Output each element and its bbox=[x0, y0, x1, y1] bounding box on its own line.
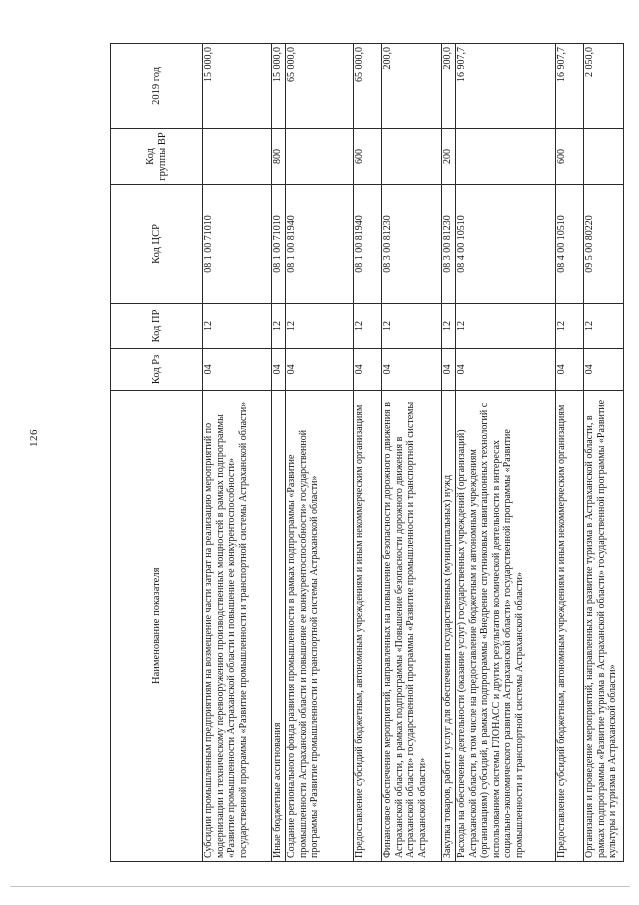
page-edge-line bbox=[10, 886, 630, 887]
cell-amount: 65 000,0 bbox=[354, 44, 382, 129]
cell-rz: 04 bbox=[203, 349, 272, 390]
cell-name: Закупка товаров, работ и услуг для обеспечения государственных (муниципальных) нужд bbox=[442, 390, 456, 861]
cell-vr bbox=[456, 128, 556, 184]
header-rz: Код Рз bbox=[111, 349, 203, 390]
table-row bbox=[354, 44, 382, 862]
table-row bbox=[203, 44, 272, 862]
cell-rz: 04 bbox=[456, 349, 556, 390]
cell-rz: 04 bbox=[382, 349, 442, 390]
cell-pr: 12 bbox=[382, 303, 442, 349]
cell-rz: 04 bbox=[584, 349, 624, 390]
cell-pr: 12 bbox=[456, 303, 556, 349]
cell-pr: 12 bbox=[272, 303, 286, 349]
cell-pr: 12 bbox=[286, 303, 354, 349]
cell-pr: 12 bbox=[584, 303, 624, 349]
cell-pr: 12 bbox=[442, 303, 456, 349]
header-csr: Код ЦСР bbox=[111, 185, 203, 303]
cell-csr: 08 1 00 81940 bbox=[354, 185, 382, 303]
table-row bbox=[286, 44, 354, 862]
cell-name: Субсидии промышленным предприятиям на возмещение части затрат на реализацию мероприятий по модернизации и техническому перевооружению производственных мощностей в рамках подпрограммы «Развитие промышленности Астраханской области и повышение ее конкурентоспособности» государственной программы «Развитие промышленности и транспортной системы Астраханской области» bbox=[203, 390, 272, 861]
cell-amount: 16 907,7 bbox=[456, 44, 556, 129]
cell-csr: 09 5 00 80220 bbox=[584, 185, 624, 303]
table-row bbox=[272, 44, 286, 862]
cell-name: Предоставление субсидий бюджетным, автономным учреждениям и иным некоммерческим организациям bbox=[354, 390, 382, 861]
cell-rz: 04 bbox=[442, 349, 456, 390]
cell-name: Расходы на обеспечение деятельности (оказание услуг) государственных учреждений (организаций) Астраханской области, в том числе на предоставление бюджетным и автономным учреждениям (организациям) субсидий, в рамках подпрограммы «Внедрение спутниковых навигационных технологий с использованием системы ГЛОНАСС и других результатов космической деятельности в интересах социально-экономического развития Астраханской области» государственной программы «Развитие промышленности и транспортной системы Астраханской области» bbox=[456, 390, 556, 861]
header-vr: Код группы ВР bbox=[111, 128, 203, 184]
cell-vr: 800 bbox=[272, 128, 286, 184]
table-row bbox=[382, 44, 442, 862]
cell-vr bbox=[203, 128, 272, 184]
cell-amount: 200,0 bbox=[442, 44, 456, 129]
cell-rz: 04 bbox=[286, 349, 354, 390]
cell-name: Иные бюджетные ассигнования bbox=[272, 390, 286, 861]
cell-pr: 12 bbox=[556, 303, 584, 349]
cell-vr bbox=[584, 128, 624, 184]
cell-amount: 2 050,0 bbox=[584, 44, 624, 129]
cell-vr: 600 bbox=[354, 128, 382, 184]
cell-pr: 12 bbox=[354, 303, 382, 349]
budget-table bbox=[110, 43, 624, 862]
cell-csr: 08 1 00 81940 bbox=[286, 185, 354, 303]
page-number: 126 bbox=[28, 429, 40, 447]
table-row bbox=[584, 44, 624, 862]
header-pr: Код ПР bbox=[111, 303, 203, 349]
cell-amount: 65 000,0 bbox=[286, 44, 354, 129]
cell-rz: 04 bbox=[272, 349, 286, 390]
cell-csr: 08 1 00 71010 bbox=[272, 185, 286, 303]
cell-name: Создание регионального фонда развития промышленности в рамках подпрограммы «Развитие промышленности Астраханской области и повышение ее конкурентоспособности» государственной программы «Развитие промышленности и транспортной системы Астраханской области» bbox=[286, 390, 354, 861]
table-row bbox=[442, 44, 456, 862]
cell-csr: 08 4 00 10510 bbox=[456, 185, 556, 303]
cell-csr: 08 1 00 71010 bbox=[203, 185, 272, 303]
cell-vr bbox=[382, 128, 442, 184]
cell-amount: 15 000,0 bbox=[203, 44, 272, 129]
rotated-table-container bbox=[110, 43, 618, 862]
table-row bbox=[556, 44, 584, 862]
header-name: Наименование показателя bbox=[111, 390, 203, 861]
cell-amount: 200,0 bbox=[382, 44, 442, 129]
cell-rz: 04 bbox=[556, 349, 584, 390]
cell-name: Финансовое обеспечение мероприятий, направленных на повышение безопасности дорожного движения в Астраханской области, в рамках подпрограммы «Повышение безопасности дорожного движения в Астраханской области» государственной программы «Развитие промышленности и транспортной системы Астраханской области» bbox=[382, 390, 442, 861]
table-row bbox=[456, 44, 556, 862]
cell-csr: 08 3 00 81230 bbox=[382, 185, 442, 303]
cell-pr: 12 bbox=[203, 303, 272, 349]
cell-vr: 600 bbox=[556, 128, 584, 184]
cell-vr bbox=[286, 128, 354, 184]
cell-amount: 15 000,0 bbox=[272, 44, 286, 129]
cell-rz: 04 bbox=[354, 349, 382, 390]
cell-name: Организация и проведение мероприятий, направленных на развитие туризма в Астраханской области, в рамках подпрограммы «Развитие туризма в Астраханской области» государственной программы «Развитие культуры и туризма в Астраханской области» bbox=[584, 390, 624, 861]
cell-csr: 08 4 00 10510 bbox=[556, 185, 584, 303]
cell-amount: 16 907,7 bbox=[556, 44, 584, 129]
cell-name: Предоставление субсидий бюджетным, автономным учреждениям и иным некоммерческим организациям bbox=[556, 390, 584, 861]
header-year: 2019 год bbox=[111, 44, 203, 129]
table-header-row bbox=[111, 44, 203, 862]
cell-csr: 08 3 00 81230 bbox=[442, 185, 456, 303]
cell-vr: 200 bbox=[442, 128, 456, 184]
